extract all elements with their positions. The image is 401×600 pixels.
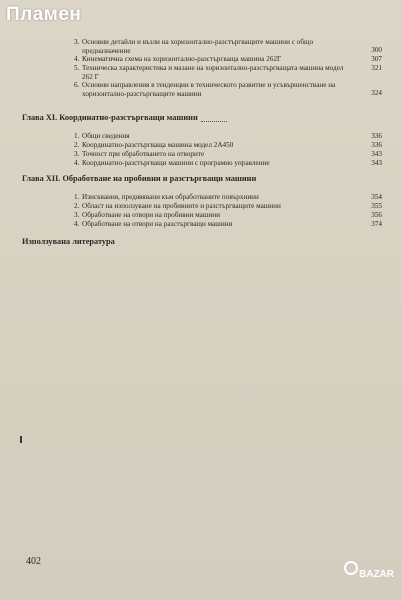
entry-number: 4.	[74, 220, 80, 228]
entry-text: Точност при обработването на отворите	[82, 150, 205, 158]
entry-page: 321	[371, 64, 382, 72]
toc-entry	[22, 159, 382, 168]
brand-watermark: Пламен	[6, 4, 82, 25]
entry-number: 2.	[74, 141, 80, 149]
entry-text: Общи сведения	[82, 132, 130, 140]
entry-number: 3.	[74, 150, 80, 158]
toc-entry	[22, 132, 382, 141]
dotted-rule	[201, 121, 227, 122]
toc-entry	[22, 193, 382, 202]
toc-entry	[22, 55, 382, 64]
chapter-heading: Глава XII. Обработване на пробивни и разстъргващи машини	[22, 174, 257, 183]
entry-page: 300	[371, 46, 382, 54]
entry-text: Основни детайли и възли на хоризонтално-разстъргващите машини с общо предназначение	[82, 38, 314, 55]
entry-number: 4.	[74, 159, 80, 167]
toc-entry	[22, 211, 382, 220]
toc-entry	[22, 38, 382, 55]
entry-page: 343	[371, 159, 382, 167]
entry-page: 336	[371, 132, 382, 140]
entry-text: Координатно-разстъргващи машини с програмно управление	[82, 159, 270, 167]
toc-entry	[22, 64, 382, 81]
toc-entry	[22, 141, 382, 150]
entry-text: Обработване на отвори на разстъргващи машини	[82, 220, 233, 228]
svg-text:BAZAR: BAZAR	[359, 569, 394, 580]
page-number: 402	[26, 556, 41, 567]
entry-number: 2.	[74, 202, 80, 210]
entry-page: 374	[371, 220, 382, 228]
entry-text: Изисквания, предявявани към обработваните повърхнини	[82, 193, 259, 201]
entry-text: Техническа характеристика и мазане на хоризонтално-разстъргващата машина модел 262 Г	[82, 64, 344, 81]
entry-text: Координатно-разстъргваща машина модел 2А450	[82, 141, 234, 149]
entry-number: 6.	[74, 81, 80, 89]
entry-text: Обработване на отвори на пробивни машини	[82, 211, 220, 219]
entry-page: 307	[371, 55, 382, 63]
entry-text: Основни направления в тенденции в техническото развитие и усъвършенстване на хоризонтално-разстъргващите машини	[82, 81, 336, 98]
entry-page: 356	[371, 211, 382, 219]
entry-number: 4.	[74, 55, 80, 63]
ink-mark	[20, 436, 22, 443]
entry-page: 336	[371, 141, 382, 149]
entry-number: 1.	[74, 193, 80, 201]
chapter-heading: Глава XI. Координатно-разстъргващи машини	[22, 113, 382, 122]
entry-number: 3.	[74, 211, 80, 219]
entry-number: 5.	[74, 64, 80, 72]
entry-page: 343	[371, 150, 382, 158]
toc-entry	[22, 202, 382, 211]
entry-page: 355	[371, 202, 382, 210]
bibliography-heading: Използувана литература	[22, 237, 115, 246]
toc-entry	[22, 220, 382, 229]
entry-text: Кинематична схема на хоризонтално-разстъргваща машина 262Г	[82, 55, 282, 63]
bazar-logo-icon	[342, 556, 394, 590]
entry-page: 324	[371, 89, 382, 97]
toc-entry	[22, 81, 382, 107]
table-of-contents	[22, 38, 382, 246]
entry-page: 354	[371, 193, 382, 201]
entry-text: Област на използуване на пробивните и разстъргващите машини	[82, 202, 281, 210]
entry-number: 3.	[74, 38, 80, 46]
toc-entry	[22, 150, 382, 159]
entry-number: 1.	[74, 132, 80, 140]
